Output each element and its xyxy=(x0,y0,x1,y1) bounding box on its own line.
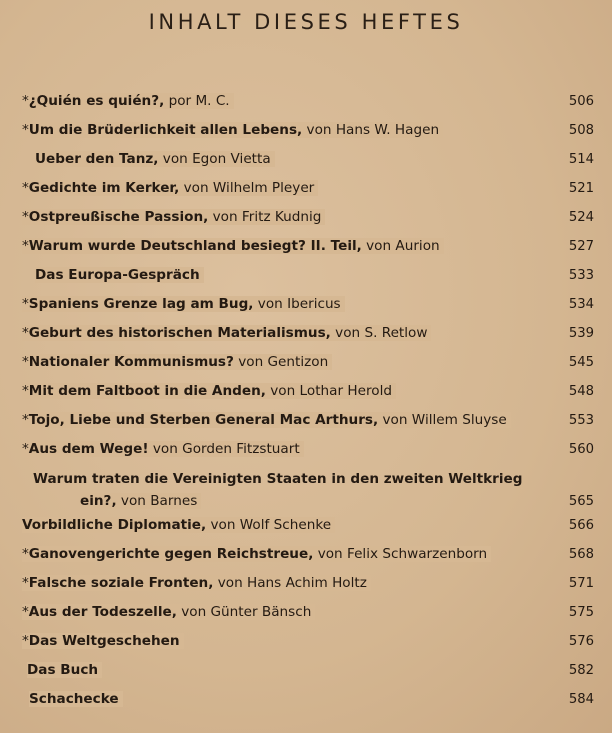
entry-title: Nationaler Kommunismus? xyxy=(28,354,234,370)
page-number: 576 xyxy=(568,634,594,649)
entry-author: von Barnes xyxy=(116,493,198,509)
entry-title: Warum wurde Deutschland besiegt? II. Teil, xyxy=(28,238,362,254)
entry-author: von Hans Achim Holtz xyxy=(213,575,367,591)
entry-title: Schachecke xyxy=(29,691,119,707)
entry-author: von Egon Vietta xyxy=(158,151,271,167)
entry-marker: * xyxy=(22,238,29,254)
entry-title: Um die Brüderlichkeit allen Lebens, xyxy=(28,122,303,138)
entry-author: por M. C. xyxy=(164,93,230,109)
entry-author: von S. Retlow xyxy=(330,325,428,341)
entry-title: Ostpreußische Passion, xyxy=(28,209,209,225)
entry-title: Geburt des historischen Materialismus, xyxy=(28,325,331,341)
entry-marker: * xyxy=(22,180,29,196)
entry-marker: * xyxy=(22,296,29,312)
page-number: 566 xyxy=(568,518,594,533)
entry-marker: * xyxy=(22,412,29,428)
page-number: 539 xyxy=(568,326,594,341)
page-number: 527 xyxy=(568,239,594,254)
entry-author: von Gentizon xyxy=(233,354,329,370)
page-number: 514 xyxy=(568,152,594,167)
entry-marker: * xyxy=(22,209,29,225)
page-number: 575 xyxy=(568,605,594,620)
page-number: 521 xyxy=(568,181,594,196)
entry-title: Warum traten die Vereinigten Staaten in den zweiten Weltkrieg xyxy=(33,471,523,487)
page-number: 584 xyxy=(568,692,594,707)
entry-marker: * xyxy=(22,546,29,562)
entry-title: Spaniens Grenze lag am Bug, xyxy=(28,296,254,312)
page-number: 545 xyxy=(568,355,594,370)
entry-title: Gedichte im Kerker, xyxy=(28,180,180,196)
entry-author: von Günter Bänsch xyxy=(176,604,312,620)
entry-title-continued: ein?, xyxy=(80,493,117,509)
entry-marker: * xyxy=(22,93,29,109)
page-number: 534 xyxy=(568,297,594,312)
entry-author: von Wolf Schenke xyxy=(206,517,332,533)
page-title: INHALT DIESES HEFTES xyxy=(148,10,464,34)
page-number: 548 xyxy=(568,384,594,399)
entry-title: Tojo, Liebe und Sterben General Mac Arthurs, xyxy=(28,412,379,428)
entry-title: Das Europa-Gespräch xyxy=(35,267,200,283)
page-number: 565 xyxy=(568,494,594,509)
page-number: 533 xyxy=(568,268,594,283)
entry-marker: * xyxy=(22,575,29,591)
entry-author: von Lothar Herold xyxy=(265,383,392,399)
page-number: 568 xyxy=(568,547,594,562)
entry-title: Aus dem Wege! xyxy=(28,441,149,457)
entry-author: von Felix Schwarzenborn xyxy=(313,546,488,562)
entry-title: Mit dem Faltboot in die Anden, xyxy=(28,383,266,399)
entry-marker: * xyxy=(22,441,29,457)
page-number: 553 xyxy=(568,413,594,428)
entry-author: von Fritz Kudnig xyxy=(208,209,322,225)
entry-author: von Willem Sluyse xyxy=(378,412,507,428)
entry-marker: * xyxy=(22,633,29,649)
entry-title: Falsche soziale Fronten, xyxy=(28,575,214,591)
page-number: 571 xyxy=(568,576,594,591)
entry-title: Das Weltgeschehen xyxy=(28,633,180,649)
page-number: 582 xyxy=(568,663,594,678)
entry-marker: * xyxy=(22,354,29,370)
entry-author: von Gorden Fitzstuart xyxy=(148,441,300,457)
entry-marker: * xyxy=(22,122,29,138)
page-number: 560 xyxy=(568,442,594,457)
entry-title: Ueber den Tanz, xyxy=(35,151,159,167)
entry-marker: * xyxy=(22,383,29,399)
entry-author: von Ibericus xyxy=(253,296,341,312)
entry-title: Aus der Todeszelle, xyxy=(28,604,177,620)
entry-author: von Aurion xyxy=(361,238,440,254)
page-number: 506 xyxy=(568,94,594,109)
entry-title: Vorbildliche Diplomatie, xyxy=(22,517,207,533)
entry-title: Das Buch xyxy=(27,662,99,678)
page-number: 524 xyxy=(568,210,594,225)
entry-author: von Hans W. Hagen xyxy=(302,122,440,138)
entry-title: ¿Quién es quién?, xyxy=(28,93,165,109)
entry-author: von Wilhelm Pleyer xyxy=(179,180,315,196)
entry-title: Ganovengerichte gegen Reichstreue, xyxy=(28,546,314,562)
entry-marker: * xyxy=(22,604,29,620)
entry-marker: * xyxy=(22,325,29,341)
page-number: 508 xyxy=(568,123,594,138)
